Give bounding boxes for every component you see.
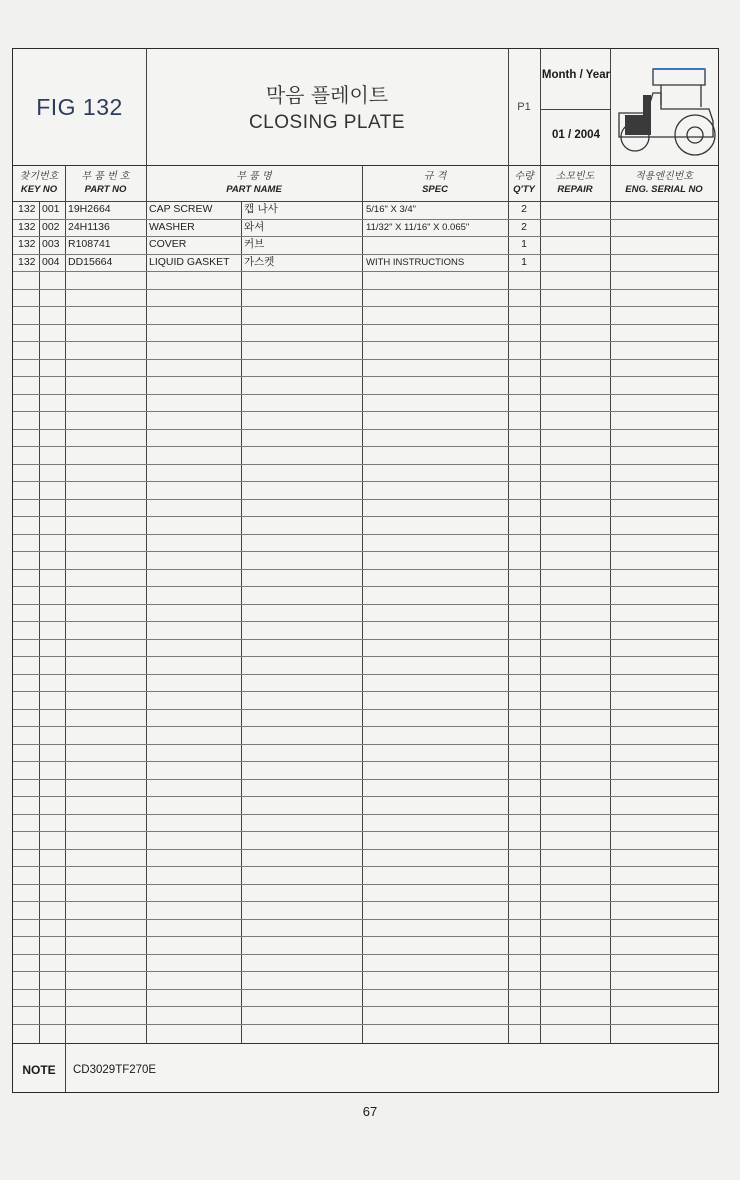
row-divider xyxy=(13,639,718,640)
row-divider xyxy=(13,236,718,237)
row-divider xyxy=(13,1006,718,1007)
row-divider xyxy=(13,849,718,850)
title-korean: 막음 플레이트 xyxy=(265,83,389,107)
row-divider xyxy=(13,446,718,447)
serial-header: ENG. SERIAL NO xyxy=(625,184,703,195)
qty-header-ko: 수량 xyxy=(514,171,534,182)
qty-cell: 1 xyxy=(521,255,527,268)
row-divider xyxy=(13,971,718,972)
row-divider xyxy=(13,761,718,762)
part-name-ko-cell: 커브 xyxy=(244,238,265,250)
row-divider xyxy=(13,989,718,990)
parts-list-sheet xyxy=(12,48,719,1093)
row-divider xyxy=(13,359,718,360)
row-divider xyxy=(13,324,718,325)
row-divider xyxy=(13,831,718,832)
row-divider xyxy=(13,884,718,885)
row-divider xyxy=(13,936,718,937)
part-name-cell: WASHER xyxy=(149,220,195,233)
fig-cell: 132 xyxy=(18,203,36,215)
spec-cell: WITH INSTRUCTIONS xyxy=(366,256,465,268)
figure-number: FIG 132 xyxy=(36,93,123,120)
row-divider xyxy=(13,306,718,307)
spec-header: SPEC xyxy=(422,184,448,195)
row-divider xyxy=(13,691,718,692)
key-cell: 004 xyxy=(42,255,60,268)
row-divider xyxy=(13,289,718,290)
row-divider xyxy=(13,1024,718,1025)
row-divider xyxy=(13,429,718,430)
part-name-header: PART NAME xyxy=(226,184,282,195)
row-divider xyxy=(13,604,718,605)
part-no-header-ko: 부 품 번 호 xyxy=(81,171,130,182)
row-divider xyxy=(13,534,718,535)
part-no-header: PART NO xyxy=(84,184,127,195)
row-divider xyxy=(13,726,718,727)
part-no-cell: DD15664 xyxy=(68,255,113,268)
part-name-header-ko: 부 품 명 xyxy=(236,171,272,182)
part-no-cell: 19H2664 xyxy=(68,203,111,215)
page-code: P1 xyxy=(517,101,531,113)
row-divider xyxy=(13,481,718,482)
repair-header-ko: 소모빈도 xyxy=(555,171,595,182)
part-name-cell: COVER xyxy=(149,238,187,250)
row-divider xyxy=(13,796,718,797)
row-divider xyxy=(13,394,718,395)
row-divider xyxy=(13,709,718,710)
qty-header: Q'TY xyxy=(513,184,535,195)
row-divider xyxy=(13,464,718,465)
part-name-ko-cell: 캡 나사 xyxy=(244,203,278,215)
key-cell: 003 xyxy=(42,238,60,250)
part-name-ko-cell: 와셔 xyxy=(244,220,265,233)
fig-cell: 132 xyxy=(18,238,36,250)
row-divider xyxy=(13,499,718,500)
part-name-ko-cell: 가스켓 xyxy=(244,255,275,268)
row-divider xyxy=(13,569,718,570)
fig-cell: 132 xyxy=(18,255,36,268)
note-label: NOTE xyxy=(22,1063,56,1077)
key-no-header-ko: 찾기번호 xyxy=(19,171,59,182)
issue-date: 01 / 2004 xyxy=(552,129,600,141)
row-divider xyxy=(13,411,718,412)
row-divider xyxy=(13,744,718,745)
serial-header-ko: 적용엔진번호 xyxy=(635,171,693,182)
month-year-label: Month / Year xyxy=(541,69,611,81)
part-no-cell: 24H1136 xyxy=(68,220,110,233)
part-no-cell: R108741 xyxy=(68,238,111,250)
row-divider xyxy=(13,586,718,587)
fig-cell: 132 xyxy=(18,220,36,233)
row-divider xyxy=(13,621,718,622)
repair-header: REPAIR xyxy=(557,184,593,195)
part-name-cell: LIQUID GASKET xyxy=(149,255,230,268)
row-divider xyxy=(13,814,718,815)
row-divider xyxy=(13,551,718,552)
qty-cell: 2 xyxy=(521,203,527,215)
qty-cell: 2 xyxy=(521,220,527,233)
qty-cell: 1 xyxy=(521,238,527,250)
key-no-header: KEY NO xyxy=(20,184,58,195)
spec-header-ko: 규 격 xyxy=(423,171,447,182)
row-divider xyxy=(13,516,718,517)
spec-cell: 11/32" X 11/16" X 0.065" xyxy=(366,221,470,233)
tractor-icon xyxy=(613,57,719,161)
page-number: 67 xyxy=(362,1104,378,1119)
row-divider xyxy=(13,866,718,867)
row-divider xyxy=(13,901,718,902)
row-divider xyxy=(13,674,718,675)
row-divider xyxy=(13,271,718,272)
row-divider xyxy=(13,779,718,780)
row-divider xyxy=(13,954,718,955)
row-divider xyxy=(13,919,718,920)
title-english: CLOSING PLATE xyxy=(248,112,406,133)
row-divider xyxy=(13,376,718,377)
key-cell: 002 xyxy=(42,220,60,233)
spec-cell: 5/16" X 3/4" xyxy=(366,204,417,215)
row-divider xyxy=(13,656,718,657)
row-divider xyxy=(13,341,718,342)
part-name-cell: CAP SCREW xyxy=(149,203,213,215)
key-cell: 001 xyxy=(42,203,60,215)
note-value: CD3029TF270E xyxy=(73,1064,157,1076)
